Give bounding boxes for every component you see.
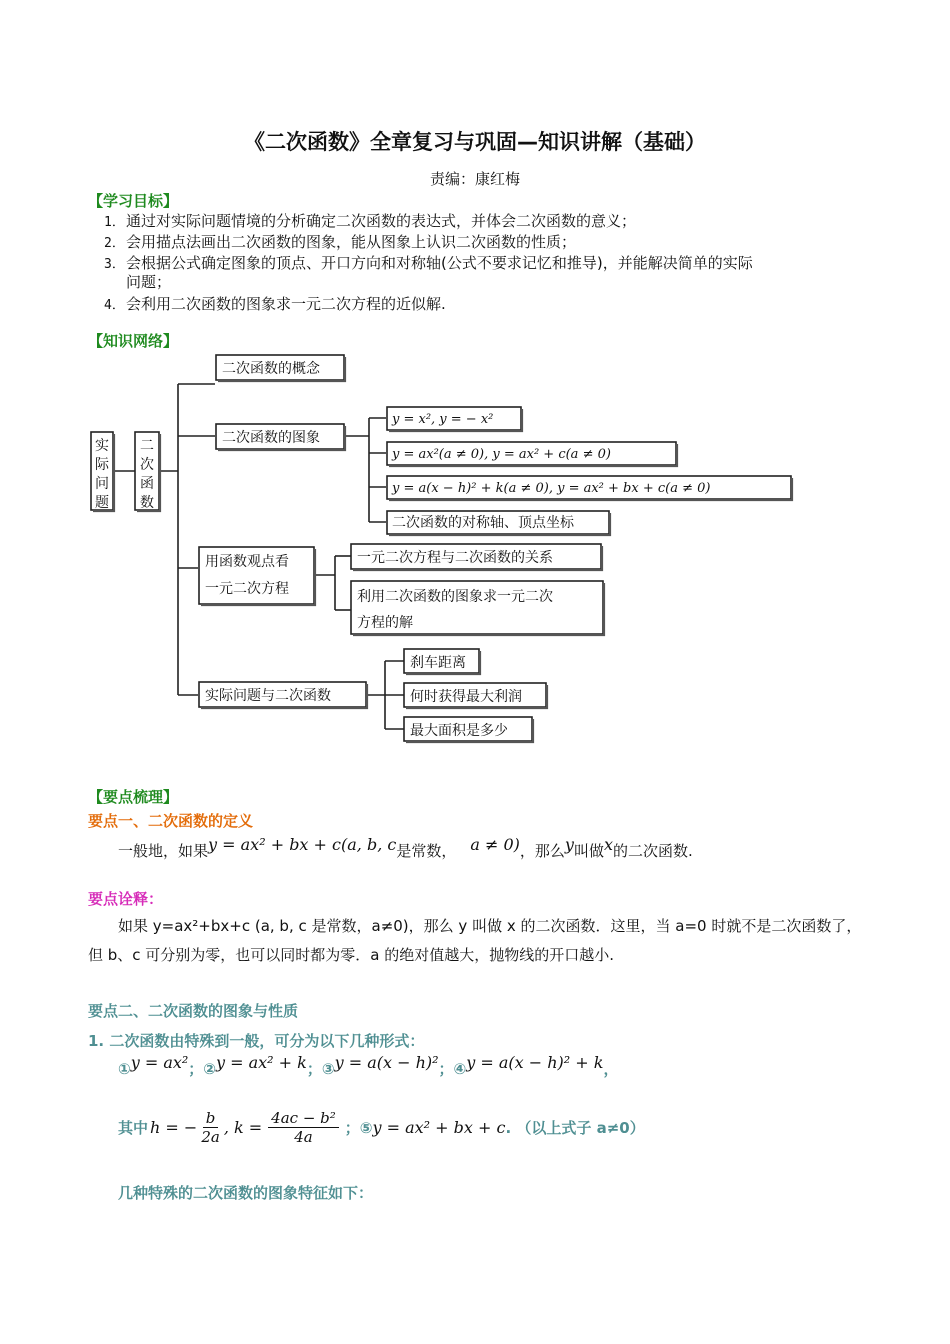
goal-item-3: 3．会根据公式确定图象的顶点、开口方向和对称轴(公式不要求记忆和推导)，并能解决简单的实际: [104, 254, 753, 272]
node-graph-2: y = ax²(a ≠ 0), y = ax² + c(a ≠ 0): [392, 447, 611, 462]
definition-condition: a ≠ 0): [470, 835, 520, 854]
node-practical: 实际问题与二次函数: [205, 688, 331, 704]
node-view-1: 一元二次方程与二次函数的关系: [357, 550, 553, 566]
features-title: 几种特殊的二次函数的图象特征如下：: [118, 1184, 374, 1202]
node-view-2a: 利用二次函数的图象求一元二次: [357, 589, 553, 605]
point2-title: 要点二、二次函数的图象与性质: [88, 1002, 299, 1020]
node-graph-1: y = x², y = − x²: [392, 412, 494, 427]
node-practical-1: 刹车距离: [410, 655, 466, 671]
root2-char-3: 函: [140, 476, 154, 492]
network-heading: 【知识网络】: [88, 332, 179, 350]
node-graph-3: y = a(x − h)² + k(a ≠ 0), y = ax² + bx + c(a ≠ 0): [392, 481, 711, 496]
explain-line-1: 如果 y=ax²+bx+c (a, b, c 是常数，a≠0)，那么 y 叫做 x 的二次函数．这里，当 a=0 时就不是二次函数了，: [118, 917, 862, 935]
forms-title: 1. 二次函数由特殊到一般，可分为以下几种形式：: [88, 1032, 425, 1050]
definition-formula: y = ax² + bx + c(a, b, c: [208, 835, 397, 854]
explain-title: 要点诠释：: [88, 890, 164, 908]
root2-char-2: 次: [140, 457, 154, 473]
node-graph-4: 二次函数的对称轴、顶点坐标: [392, 515, 574, 531]
knowledge-network-diagram: [85, 350, 805, 750]
node-graph: 二次函数的图象: [222, 430, 320, 446]
goal-item-4: 4．会利用二次函数的图象求一元二次方程的近似解.: [104, 295, 446, 313]
node-practical-3: 最大面积是多少: [410, 723, 508, 739]
h-fraction: $\frac{b}{2a}$: [201, 1108, 220, 1146]
author-line: 责编：康红梅: [429, 170, 520, 188]
node-view-2b: 方程的解: [357, 615, 413, 631]
definition-line: 一般地，如果y = ax² + bx + c(a, b, c是常数， a ≠ 0)，那么y叫做x的二次函数.: [118, 835, 693, 860]
root-char-1: 实: [95, 438, 109, 454]
node-practical-2: 何时获得最大利润: [410, 689, 522, 705]
node-concept: 二次函数的概念: [222, 361, 320, 377]
goal-item-3-cont: 问题；: [126, 273, 172, 291]
forms-line: ①y = ax²；②y = ax² + k；③y = a(x − h)²；④y = a(x − h)² + k，: [118, 1053, 619, 1078]
root-char-4: 题: [95, 495, 109, 511]
goal-item-1: 1．通过对实际问题情境的分析确定二次函数的表达式，并体会二次函数的意义；: [104, 212, 637, 230]
goal-item-2: 2．会用描点法画出二次函数的图象，能从图象上认识二次函数的性质；: [104, 233, 577, 251]
root2-char-4: 数: [140, 495, 154, 511]
node-view-line2: 一元二次方程: [205, 581, 289, 597]
node-view-line1: 用函数观点看: [205, 554, 289, 570]
points-heading: 【要点梳理】: [88, 788, 179, 806]
k-fraction: $\frac{\text{4ac − b²}}{4a}$: [268, 1109, 339, 1146]
root-char-3: 问: [95, 476, 109, 492]
root-char-2: 际: [95, 457, 109, 473]
root2-char-1: 二: [140, 438, 154, 454]
page-title: 《二次函数》全章复习与巩固—知识讲解（基础）: [244, 130, 706, 154]
explain-line-2: 但 b、c 可分别为零，也可以同时都为零．a 的绝对值越大，抛物线的开口越小.: [88, 946, 615, 964]
vertex-formula-line: 其中 h = − $\frac{b}{2a}$ , k = $\frac{\text{4ac − b²}}{4a}$ ；⑤ y = ax² + bx + c . （以上式子 a≠0）: [118, 1108, 645, 1146]
goals-heading: 【学习目标】: [88, 192, 179, 210]
point1-title: 要点一、二次函数的定义: [88, 812, 254, 830]
